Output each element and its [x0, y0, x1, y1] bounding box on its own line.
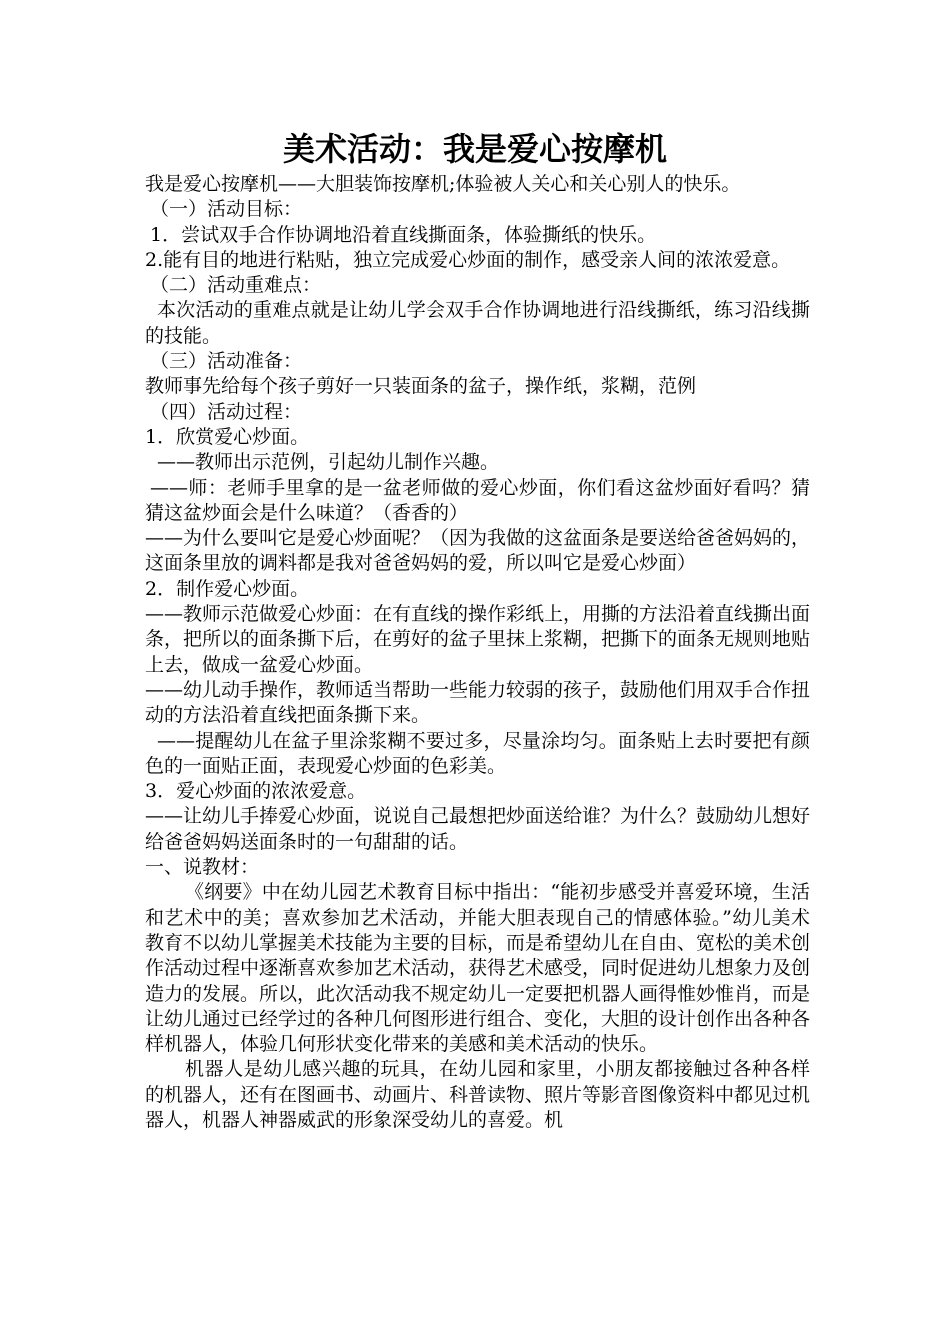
process-line: ——让幼儿手捧爱心炒面，说说自己最想把炒面送给谁？为什么？鼓励幼儿想好给爸爸妈妈送面条时的一句甜甜的话。	[145, 805, 811, 853]
section-heading-process: （四）活动过程：	[150, 400, 303, 423]
process-line: ——幼儿动手操作，教师适当帮助一些能力较弱的孩子，鼓励他们用双手合作扭动的方法沿着直线把面条撕下来。	[145, 678, 811, 727]
goal-item-2: 2.能有目的地进行粘贴，独立完成爱心炒面的制作，感受亲人间的浓浓爱意。	[145, 248, 791, 271]
process-line: ——为什么要叫它是爱心炒面呢？（因为我做的这盆面条是要送给爸爸妈妈的，这面条里放的调料都是我对爸爸妈妈的爱，所以叫它是爱心炒面）	[145, 527, 811, 575]
goal-item-1: 1．尝试双手合作协调地沿着直线撕面条，体验撕纸的快乐。	[150, 223, 657, 246]
process-step-2: 2．制作爱心炒面。	[145, 577, 310, 600]
section-heading-textbook: 一、说教材：	[145, 856, 260, 879]
process-line: ——教师示范做爱心炒面：在有直线的操作彩纸上，用撕的方法沿着直线撕出面条，把所以的面条撕下后，在剪好的盆子里抹上浆糊，把撕下的面条无规则地贴上去，做成一盆爱心炒面。	[145, 603, 811, 676]
process-line: ——师：老师手里拿的是一盆老师做的爱心炒面，你们看这盆炒面好看吗？猜猜这盆炒面会是什么味道？（香香的）	[145, 476, 810, 524]
process-step-3: 3．爱心炒面的浓浓爱意。	[145, 780, 367, 803]
section-heading-goals: （一）活动目标：	[150, 198, 303, 221]
textbook-paragraph: 《纲要》中在幼儿园艺术教育目标中指出：“能初步感受并喜爱环境，生活和艺术中的美；喜欢参加艺术活动，并能大胆表现自己的情感体验。”幼儿美术教育不以幼儿掌握美术技能为主要的目标，而是希望幼儿在自由、宽松的美术创作活动过程中逐渐喜欢参加艺术活动，获得艺术感受，同时促进幼儿想象力及创造力的发展。所以，此次活动我不规定幼儿一定要把机器人画得惟妙惟肖，而是让幼儿通过已经学过的各种几何图形进行组合、变化，大胆的设计创作出各种各样机器人，体验几何形状变化带来的美感和美术活动的快乐。	[145, 881, 811, 1056]
process-step-1: 1．欣赏爱心炒面。	[145, 425, 310, 448]
document-body	[145, 172, 810, 1133]
document-title: 美术活动：我是爱心按摩机	[282, 130, 667, 168]
section-heading-preparation: （三）活动准备：	[150, 350, 303, 373]
section-heading-key-points: （二）活动重难点：	[150, 274, 322, 297]
process-line: ——教师出示范例，引起幼儿制作兴趣。	[157, 451, 500, 474]
key-points-paragraph: 本次活动的重难点就是让幼儿学会双手合作协调地进行沿线撕纸，练习沿线撕的技能。	[145, 299, 810, 347]
intro-paragraph: 我是爱心按摩机——大胆装饰按摩机;体验被人关心和关心别人的快乐。	[145, 173, 741, 195]
textbook-paragraph: 机器人是幼儿感兴趣的玩具，在幼儿园和家里，小朋友都接触过各种各样的机器人，还有在图画书、动画片、科普读物、照片等影音图像资料中都见过机器人，机器人神器威武的形象深受幼儿的喜爱。机	[145, 1058, 811, 1131]
process-line: ——提醒幼儿在盆子里涂浆糊不要过多，尽量涂均匀。面条贴上去时要把有颜色的一面贴正面，表现爱心炒面的色彩美。	[145, 729, 810, 777]
preparation-paragraph: 教师事先给每个孩子剪好一只装面条的盆子，操作纸，浆糊，范例	[145, 375, 697, 398]
